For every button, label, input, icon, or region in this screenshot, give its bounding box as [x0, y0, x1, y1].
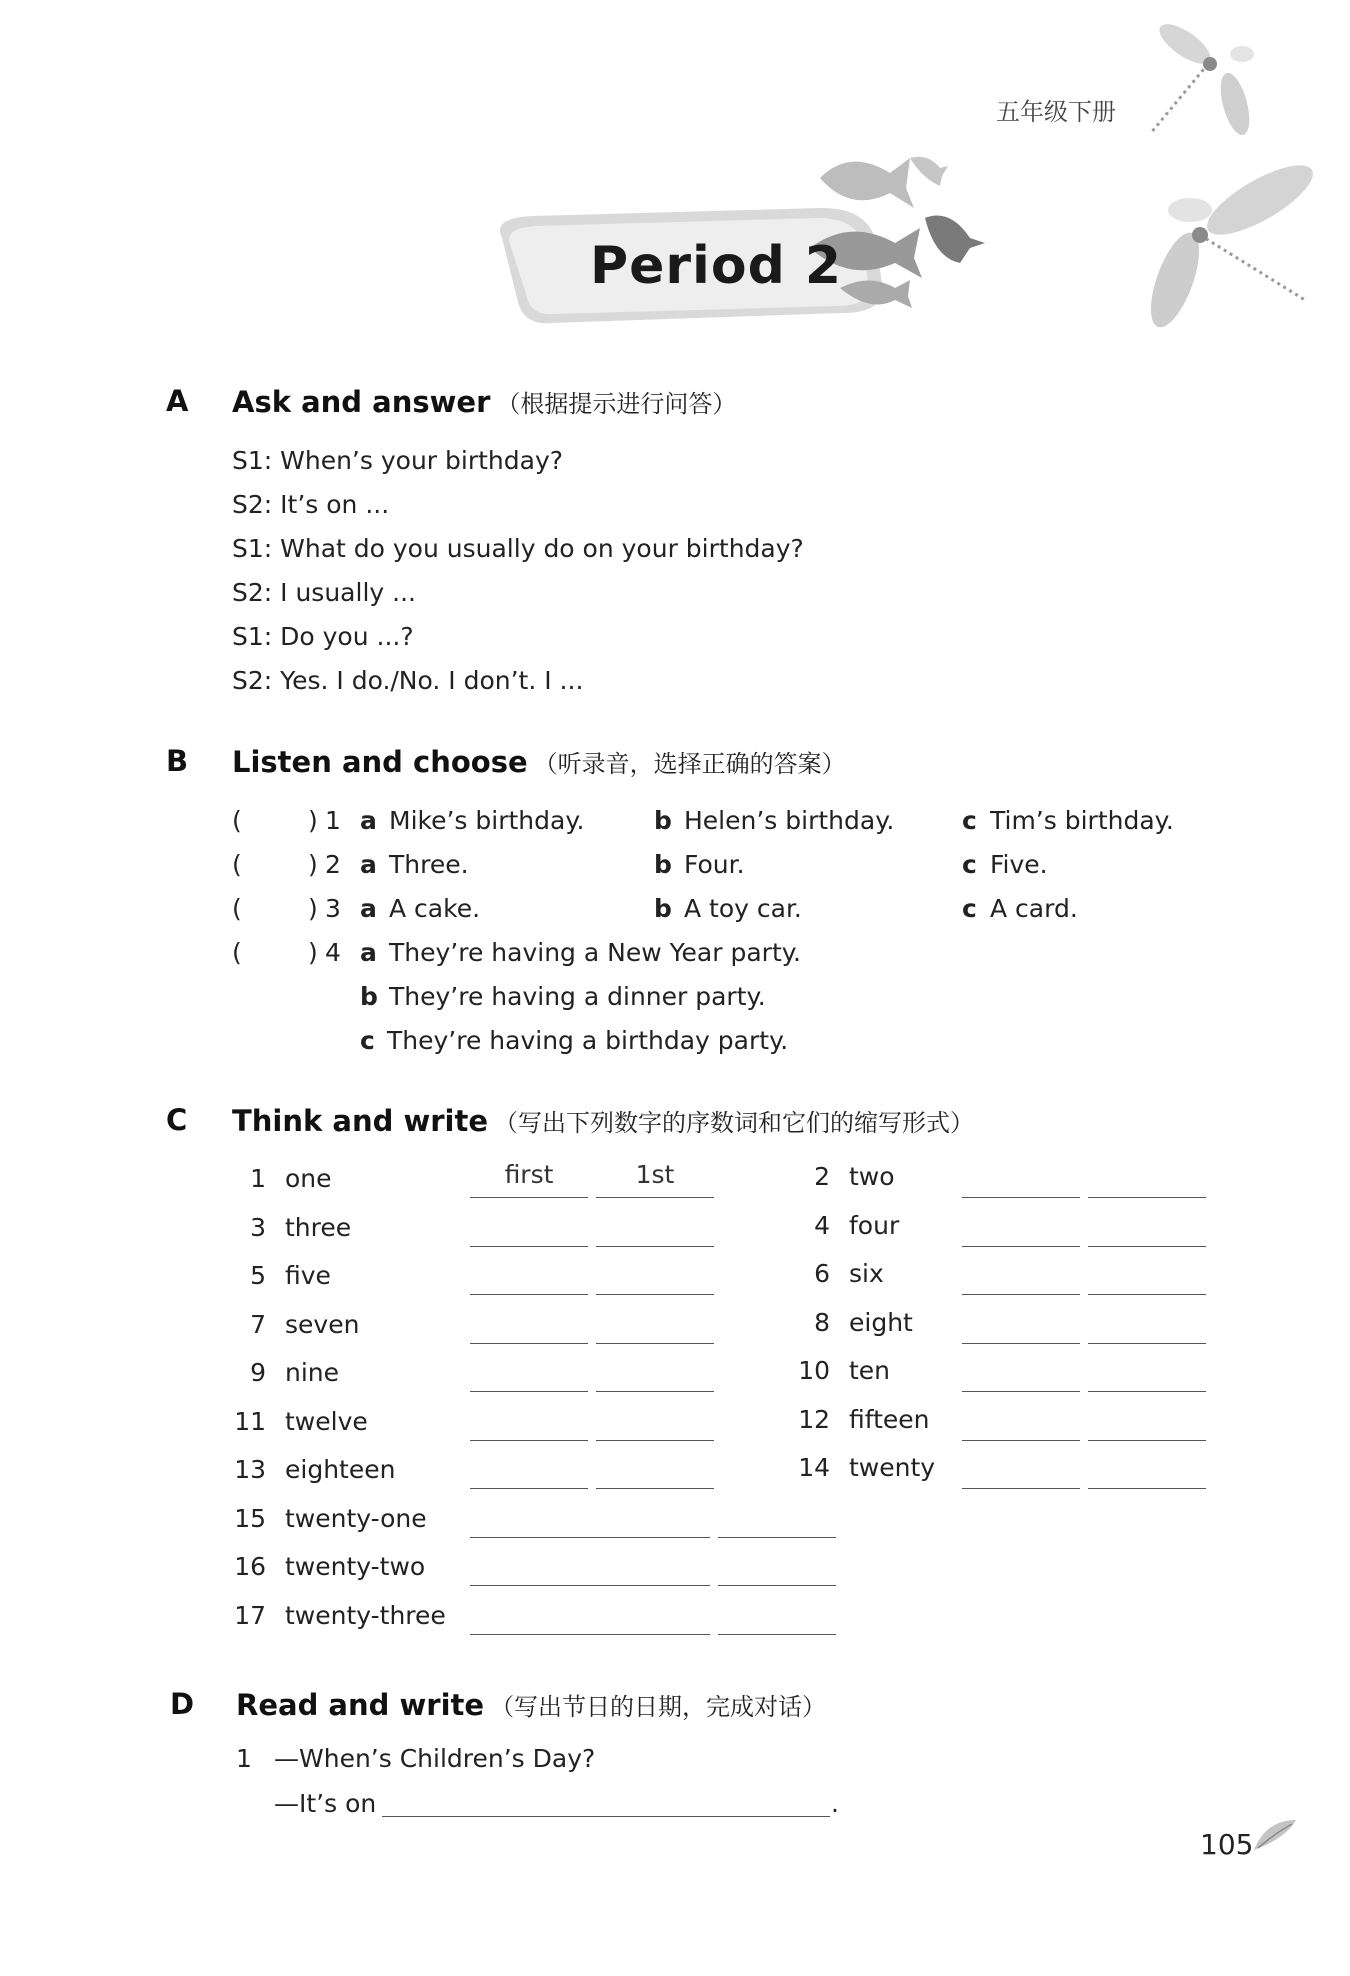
ordinal-blank[interactable]	[470, 1246, 588, 1247]
number-label: 17	[234, 1600, 266, 1630]
ordinal-blank[interactable]	[470, 1294, 588, 1295]
ordinal-blank[interactable]	[962, 1391, 1080, 1392]
number-word: nine	[285, 1358, 340, 1387]
option-a-label: a	[360, 806, 377, 835]
number-word: six	[849, 1259, 884, 1288]
option-c-label: c	[962, 894, 977, 923]
ordinal-blank[interactable]	[962, 1294, 1080, 1295]
option-c-label: c	[962, 806, 977, 835]
option-a: Three.	[389, 850, 469, 879]
number-label: 12	[798, 1404, 830, 1434]
section-a-heading	[232, 384, 736, 419]
number-label: 13	[234, 1455, 266, 1484]
number-label: 14	[798, 1453, 830, 1482]
page-title: Period 2	[590, 236, 843, 296]
section-d-q1-answer: —It’s on	[274, 1789, 377, 1818]
number-label: 2	[814, 1162, 830, 1191]
number-label: 10	[798, 1356, 830, 1385]
dialogue-line: S1: When’s your birthday?	[232, 446, 564, 475]
ordinal-blank[interactable]	[470, 1440, 588, 1441]
question-number: 2	[325, 850, 341, 879]
section-d-q1-number: 1	[236, 1744, 252, 1773]
answer-paren-open: (	[232, 806, 242, 835]
number-word: two	[849, 1162, 895, 1191]
number-word: twenty-one	[285, 1503, 427, 1533]
dialogue-line: S1: What do you usually do on your birthday?	[232, 534, 804, 563]
ordinal-blank[interactable]	[470, 1634, 710, 1635]
number-label: 7	[250, 1309, 266, 1339]
section-d-heading	[236, 1687, 826, 1722]
option-c: They’re having a birthday party.	[387, 1026, 789, 1055]
number-word: eight	[849, 1307, 913, 1337]
option-c-label: c	[360, 1026, 375, 1055]
abbreviation-blank[interactable]	[1088, 1488, 1206, 1489]
option-a: They’re having a New Year party.	[389, 938, 801, 967]
answer-blank[interactable]	[382, 1816, 830, 1817]
ordinal-blank[interactable]	[470, 1197, 588, 1198]
number-word: fifteen	[849, 1404, 930, 1434]
dialogue-line: S2: I usually ...	[232, 578, 416, 607]
section-d-instruction: （写出节日的日期，完成对话）	[490, 1693, 827, 1721]
ordinal-blank[interactable]	[962, 1197, 1080, 1198]
ordinal-blank[interactable]	[470, 1343, 588, 1344]
ordinal-blank[interactable]	[470, 1391, 588, 1392]
abbreviation-blank[interactable]	[596, 1488, 714, 1489]
section-c-heading	[232, 1103, 974, 1138]
number-word: one	[285, 1164, 332, 1193]
section-b-title: Listen and choose	[232, 745, 528, 779]
option-a: Mike’s birthday.	[389, 806, 585, 835]
option-c: A card.	[990, 894, 1078, 923]
option-a-label: a	[360, 850, 377, 879]
number-word: twelve	[285, 1406, 368, 1436]
dialogue-line: S1: Do you ...?	[232, 622, 414, 651]
abbreviation-blank[interactable]	[1088, 1440, 1206, 1441]
section-d-q1-question: —When’s Children’s Day?	[274, 1744, 596, 1773]
example-abbreviation: 1st	[635, 1160, 675, 1189]
abbreviation-blank[interactable]	[1088, 1343, 1206, 1344]
dragonfly-icon-2	[1130, 150, 1330, 350]
option-b: Helen’s birthday.	[684, 806, 895, 835]
abbreviation-blank[interactable]	[596, 1197, 714, 1198]
option-b-label: b	[654, 894, 672, 923]
section-d-letter: D	[170, 1687, 195, 1721]
section-a-letter: A	[166, 384, 189, 418]
dialogue-line: S2: It’s on ...	[232, 490, 390, 519]
number-word: ten	[849, 1356, 891, 1385]
option-b-label: b	[360, 982, 378, 1011]
answer-paren-close: )	[308, 850, 318, 879]
section-a-instruction: （根据提示进行问答）	[496, 390, 737, 418]
ordinal-blank[interactable]	[962, 1246, 1080, 1247]
answer-paren-open: (	[232, 894, 242, 923]
abbreviation-blank[interactable]	[596, 1246, 714, 1247]
option-a-label: a	[360, 894, 377, 923]
answer-paren-open: (	[232, 938, 242, 967]
number-word: twenty	[849, 1453, 936, 1482]
dragonfly-icon	[1130, 14, 1260, 164]
option-b: A toy car.	[684, 894, 802, 923]
answer-paren-open: (	[232, 850, 242, 879]
ordinal-blank[interactable]	[470, 1488, 588, 1489]
number-word: twenty-two	[285, 1552, 426, 1581]
ordinal-blank[interactable]	[962, 1440, 1080, 1441]
abbreviation-blank[interactable]	[596, 1294, 714, 1295]
section-c-letter: C	[166, 1103, 188, 1137]
question-number: 3	[325, 894, 341, 923]
option-c: Tim’s birthday.	[990, 806, 1174, 835]
option-a-label: a	[360, 938, 377, 967]
number-label: 6	[814, 1259, 830, 1288]
abbreviation-blank[interactable]	[596, 1440, 714, 1441]
number-label: 15	[234, 1503, 266, 1533]
abbreviation-blank[interactable]	[1088, 1294, 1206, 1295]
option-b-label: b	[654, 806, 672, 835]
section-b-instruction: （听录音，选择正确的答案）	[533, 750, 846, 778]
grade-label: 五年级下册	[996, 98, 1116, 126]
number-word: twenty-three	[285, 1600, 446, 1630]
ordinal-blank[interactable]	[470, 1537, 710, 1538]
option-c: Five.	[990, 850, 1048, 879]
answer-slot[interactable]	[248, 892, 304, 926]
number-word: four	[849, 1210, 900, 1240]
abbreviation-blank[interactable]	[1088, 1246, 1206, 1247]
ordinal-blank[interactable]	[470, 1585, 710, 1586]
option-a: A cake.	[389, 894, 481, 923]
example-ordinal: first	[504, 1160, 554, 1189]
answer-slot[interactable]	[248, 804, 304, 838]
page-number: 105	[1200, 1828, 1254, 1861]
answer-paren-close: )	[308, 806, 318, 835]
number-label: 16	[234, 1552, 266, 1581]
answer-paren-close: )	[308, 938, 318, 967]
number-label: 3	[250, 1212, 266, 1242]
abbreviation-blank[interactable]	[718, 1585, 836, 1586]
answer-paren-close: )	[308, 894, 318, 923]
number-label: 8	[814, 1307, 830, 1337]
abbreviation-blank[interactable]	[718, 1537, 836, 1538]
number-word: three	[285, 1212, 352, 1242]
abbreviation-blank[interactable]	[1088, 1391, 1206, 1392]
number-label: 11	[234, 1406, 266, 1436]
number-label: 5	[250, 1261, 266, 1290]
number-label: 1	[250, 1164, 266, 1193]
option-b: They’re having a dinner party.	[389, 982, 766, 1011]
section-b-heading	[232, 744, 846, 779]
section-c-instruction: （写出下列数字的序数词和它们的缩写形式）	[494, 1109, 975, 1137]
section-a-title: Ask and answer	[232, 385, 491, 419]
leaf-icon	[1252, 1818, 1298, 1854]
section-c-title: Think and write	[232, 1104, 489, 1138]
number-word: five	[285, 1261, 331, 1290]
number-word: eighteen	[285, 1455, 396, 1484]
option-c-label: c	[962, 850, 977, 879]
ordinal-blank[interactable]	[962, 1488, 1080, 1489]
option-b-label: b	[654, 850, 672, 879]
option-b: Four.	[684, 850, 745, 879]
section-b-letter: B	[166, 744, 189, 778]
number-label: 9	[250, 1358, 266, 1387]
question-number: 1	[325, 806, 341, 835]
abbreviation-blank[interactable]	[596, 1391, 714, 1392]
ordinal-blank[interactable]	[962, 1343, 1080, 1344]
number-label: 4	[814, 1210, 830, 1240]
dialogue-line: S2: Yes. I do./No. I don’t. I ...	[232, 666, 584, 695]
question-number: 4	[325, 938, 341, 967]
section-d-q1-end: .	[831, 1789, 839, 1818]
abbreviation-blank[interactable]	[596, 1343, 714, 1344]
number-word: seven	[285, 1309, 360, 1339]
abbreviation-blank[interactable]	[1088, 1197, 1206, 1198]
section-d-title: Read and write	[236, 1688, 485, 1722]
answer-slot[interactable]	[248, 848, 304, 882]
answer-slot[interactable]	[248, 936, 304, 970]
abbreviation-blank[interactable]	[718, 1634, 836, 1635]
